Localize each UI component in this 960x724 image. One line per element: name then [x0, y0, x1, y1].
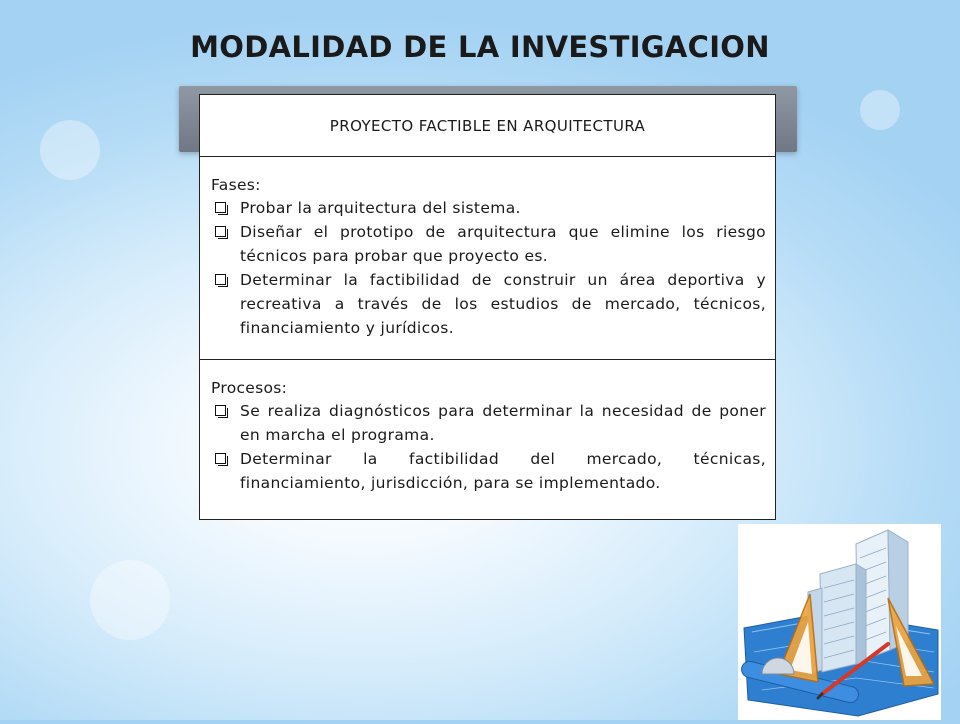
- page-title: MODALIDAD DE LA INVESTIGACION: [190, 30, 770, 64]
- list-item: [211, 196, 766, 220]
- checkbox-bullet-icon: [215, 405, 226, 416]
- list-item-text: Se realiza diagnósticos para determinar la necesidad de poner en marcha el programa.: [240, 402, 766, 444]
- list-item: [211, 268, 766, 340]
- checkbox-bullet-icon: [215, 274, 226, 285]
- list-item-text: Diseñar el prototipo de arquitectura que elimine los riesgo técnicos para probar que proyecto es.: [240, 223, 766, 265]
- table-header: PROYECTO FACTIBLE EN ARQUITECTURA: [200, 95, 775, 157]
- list-item-text: Probar la arquitectura del sistema.: [240, 199, 521, 217]
- checkbox-bullet-icon: [215, 453, 226, 464]
- list-item-text: Determinar la factibilidad de construir un área deportiva y recreativa a través de los estudios de mercado, técnicos, financiamiento y jurídicos.: [240, 271, 766, 337]
- fases-list: [211, 196, 766, 340]
- procesos-list: [211, 399, 766, 495]
- checkbox-bullet-icon: [215, 226, 226, 237]
- background-bokeh: [90, 560, 170, 640]
- list-item: [211, 220, 766, 268]
- background-bokeh: [860, 90, 900, 130]
- list-item: [211, 399, 766, 447]
- checkbox-bullet-icon: [215, 202, 226, 213]
- fases-label: Fases:: [211, 176, 261, 194]
- content-table: [199, 94, 776, 520]
- procesos-section: [200, 360, 775, 519]
- fases-section: [200, 157, 775, 360]
- procesos-label: Procesos:: [211, 379, 288, 397]
- background-bokeh: [40, 120, 100, 180]
- architecture-buildings-blueprints-icon: [738, 524, 941, 720]
- list-item: [211, 447, 766, 495]
- list-item-text: Determinar la factibilidad del mercado, técnicas, financiamiento, jurisdicción, para se implementado.: [240, 450, 766, 492]
